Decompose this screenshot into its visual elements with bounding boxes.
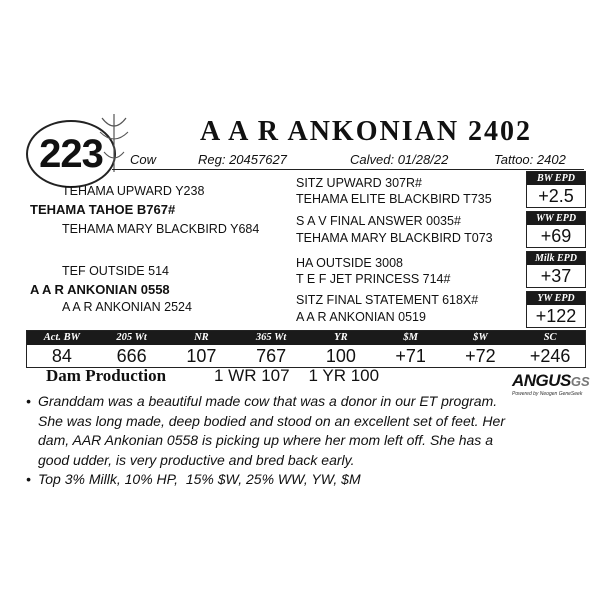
performance-header: $M bbox=[403, 332, 418, 343]
pedigree-dam-dam-dam: A A R ANKONIAN 0519 bbox=[296, 310, 426, 324]
pedigree-sire-sire-dam: TEHAMA ELITE BLACKBIRD T735 bbox=[296, 192, 492, 206]
pedigree-dam: A A R ANKONIAN 0558 bbox=[30, 282, 170, 297]
performance-value: +71 bbox=[395, 346, 426, 366]
epd-yw-value: +122 bbox=[535, 306, 577, 326]
performance-value: +246 bbox=[529, 346, 571, 366]
epd-milk-value: +37 bbox=[540, 266, 572, 286]
logo-suffix: GS bbox=[570, 374, 590, 389]
dam-production-label: Dam Production bbox=[46, 366, 167, 385]
note-text: Top 3% Millk, 10% HP, 15% $W, 25% WW, YW, $M bbox=[38, 471, 361, 487]
header-divider bbox=[112, 169, 584, 170]
performance-table bbox=[26, 330, 586, 368]
pedigree-sire-dam-dam: TEHAMA MARY BLACKBIRD T073 bbox=[296, 231, 493, 245]
registration-number: Reg: 20457627 bbox=[198, 152, 287, 167]
performance-header: NR bbox=[194, 332, 209, 343]
pedigree-dam-sire-sire: HA OUTSIDE 3008 bbox=[296, 256, 403, 270]
pedigree-sire-sire: TEHAMA UPWARD Y238 bbox=[62, 184, 205, 198]
note-item bbox=[26, 470, 506, 490]
dam-production-records: 1 WR 107 1 YR 100 bbox=[214, 366, 380, 385]
pedigree-dam-dam: A A R ANKONIAN 2524 bbox=[62, 300, 192, 314]
epd-bw-value: +2.5 bbox=[538, 186, 574, 206]
sex-label: Cow bbox=[130, 152, 157, 167]
pedigree-dam-dam-sire: SITZ FINAL STATEMENT 618X# bbox=[296, 293, 479, 307]
epd-ww-value: +69 bbox=[540, 226, 572, 246]
pedigree-sire-dam-sire: S A V FINAL ANSWER 0035# bbox=[296, 214, 461, 228]
epd-milk bbox=[526, 251, 586, 288]
performance-value: 107 bbox=[186, 346, 217, 366]
performance-header: $W bbox=[473, 332, 488, 343]
epd-ww-label: WW EPD bbox=[527, 212, 585, 225]
epd-bw-label: BW EPD bbox=[527, 172, 585, 185]
calved-date: Calved: 01/28/22 bbox=[350, 152, 449, 167]
performance-value-row bbox=[27, 345, 585, 367]
epd-yw-label: YW EPD bbox=[527, 292, 585, 305]
animal-name: A A R ANKONIAN 2402 bbox=[200, 116, 533, 147]
epd-bw bbox=[526, 171, 586, 208]
performance-value: 84 bbox=[51, 346, 72, 366]
performance-value: +72 bbox=[465, 346, 496, 366]
performance-value: 666 bbox=[116, 346, 147, 366]
notes bbox=[26, 392, 506, 490]
logo-text: ANGUS bbox=[512, 371, 571, 390]
epd-milk-label: Milk EPD bbox=[527, 252, 585, 265]
performance-value: 767 bbox=[256, 346, 287, 366]
logo-tagline: Powered by Neogen GeneSeek bbox=[512, 391, 583, 397]
pedigree-sire-sire-sire: SITZ UPWARD 307R# bbox=[296, 176, 422, 190]
performance-header: YR bbox=[334, 332, 348, 343]
performance-header: 365 Wt bbox=[255, 332, 287, 343]
performance-value: 100 bbox=[325, 346, 356, 366]
pedigree-sire-dam: TEHAMA MARY BLACKBIRD Y684 bbox=[62, 222, 260, 236]
bullet-icon: • bbox=[26, 471, 31, 487]
angus-logo bbox=[512, 371, 590, 398]
pedigree-dam-sire-dam: T E F JET PRINCESS 714# bbox=[296, 272, 451, 286]
lot-number: 223 bbox=[39, 131, 103, 176]
performance-header: SC bbox=[543, 332, 557, 343]
performance-header-row bbox=[27, 331, 585, 345]
bullet-icon: • bbox=[26, 393, 31, 409]
emblem-icon bbox=[96, 112, 132, 174]
note-text: Granddam was a beautiful made cow that was a donor in our ET program. She was long made, deep bodied and stood on an excellent set of feet. Her dam, AAR Ankonian 0558 is picking up where her mom left off. She has a good udder, is very productive and bred back early. bbox=[38, 393, 505, 468]
pedigree-dam-sire: TEF OUTSIDE 514 bbox=[62, 264, 169, 278]
epd-yw bbox=[526, 291, 586, 328]
tattoo: Tattoo: 2402 bbox=[494, 152, 566, 167]
epd-ww bbox=[526, 211, 586, 248]
performance-header: Act. BW bbox=[43, 332, 80, 343]
performance-header: 205 Wt bbox=[116, 332, 147, 343]
note-item bbox=[26, 392, 506, 470]
pedigree-sire: TEHAMA TAHOE B767# bbox=[30, 202, 176, 217]
